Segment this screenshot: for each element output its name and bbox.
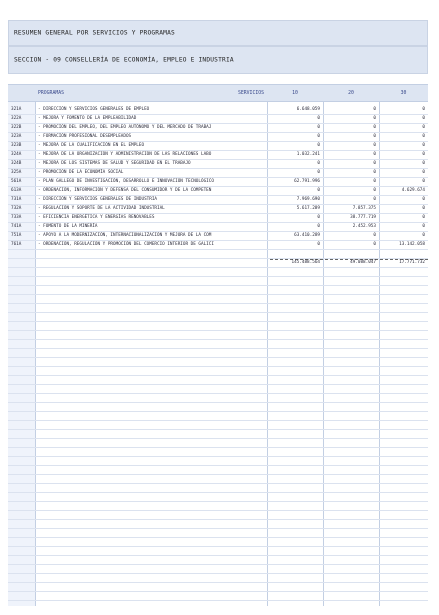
value-col-10: 0 (317, 161, 320, 166)
empty-row (8, 583, 428, 592)
program-description: - PROMOCIÓN DEL EMPLEO, DEL EMPLEO AUTÓNOMO Y DEL MERCADO DE TRABAJ (38, 125, 212, 130)
empty-row (8, 412, 428, 421)
empty-row (8, 547, 428, 556)
value-col-30: 13.142.058 (399, 242, 425, 247)
value-col-10: 0 (317, 125, 320, 130)
value-col-20: 0 (373, 179, 376, 184)
empty-row (8, 430, 428, 439)
value-col-10: 0 (317, 215, 320, 220)
value-col-30: 0 (422, 224, 425, 229)
value-col-10: 0 (317, 143, 320, 148)
empty-row (8, 376, 428, 385)
table-row (8, 115, 428, 124)
header-programas: PROGRAMAS (38, 91, 64, 96)
program-code: 613A (11, 188, 22, 193)
table-row (8, 142, 428, 151)
empty-row (8, 313, 428, 322)
value-col-30: 0 (422, 170, 425, 175)
value-col-20: 0 (373, 152, 376, 157)
total-col-10: 145.488.564 (291, 260, 320, 265)
table-row (8, 187, 428, 196)
program-code: 323B (11, 143, 22, 148)
empty-row (8, 520, 428, 529)
empty-row (8, 322, 428, 331)
empty-row (8, 565, 428, 574)
empty-row (8, 556, 428, 565)
table-row (8, 214, 428, 223)
header-col-30: 30 (400, 91, 407, 96)
value-col-10: 62.791.996 (294, 179, 320, 184)
table-row (8, 205, 428, 214)
value-col-20: 0 (373, 116, 376, 121)
program-code: 325A (11, 170, 22, 175)
program-code: 322B (11, 125, 22, 130)
total-col-20: 49.088.047 (350, 260, 376, 265)
programs-table (8, 84, 428, 606)
empty-row (8, 250, 428, 259)
value-col-30: 0 (422, 134, 425, 139)
value-col-30: 0 (422, 215, 425, 220)
empty-row (8, 268, 428, 277)
program-code: 733A (11, 215, 22, 220)
empty-row (8, 466, 428, 475)
value-col-10: 0 (317, 170, 320, 175)
table-row (8, 232, 428, 241)
value-col-30: 0 (422, 116, 425, 121)
header-col-20: 20 (348, 91, 354, 96)
program-description: - FOMENTO DE LA MINERÍA (38, 224, 98, 229)
empty-row (8, 331, 428, 340)
value-col-30: 0 (422, 233, 425, 238)
empty-row (8, 538, 428, 547)
program-code: 741A (11, 224, 22, 229)
table-row (8, 133, 428, 142)
program-description: - EFICIENCIA ENERGÉTICA Y ENERGÍAS RENOVABLES (38, 215, 155, 220)
empty-row (8, 295, 428, 304)
empty-row (8, 574, 428, 583)
value-col-30: 0 (422, 143, 425, 148)
program-description: - MEJORA DE LA ORGANIZACIÓN Y ADMINISTRACIÓN DE LAS RELACIONES LABO (38, 152, 212, 157)
section-title-bar (8, 46, 428, 74)
totals-row (8, 259, 428, 268)
table-row (8, 178, 428, 187)
total-col-30: 17.771.732 (399, 260, 425, 265)
program-description: - FORMACIÓN PROFESIONAL DESEMPLEADOS (38, 134, 132, 139)
program-description: - MEJORA Y FOMENTO DE LA EMPLEABILIDAD (38, 116, 137, 121)
program-code: 324A (11, 152, 22, 157)
value-col-10: 7.969.690 (296, 197, 320, 202)
value-col-30: 0 (422, 161, 425, 166)
value-col-20: 0 (373, 170, 376, 175)
empty-row (8, 457, 428, 466)
empty-row (8, 367, 428, 376)
program-description: - DIRECCIÓN Y SERVICIOS GENERALES DE EMPLEO (38, 107, 150, 112)
value-col-10: 1.032.241 (296, 152, 320, 157)
table-row (8, 223, 428, 232)
empty-row (8, 403, 428, 412)
empty-row (8, 484, 428, 493)
program-code: 323A (11, 134, 22, 139)
table-row (8, 106, 428, 115)
program-description: - PROMOCIÓN DE LA ECONOMÍA SOCIAL (38, 170, 124, 175)
value-col-20: 2.452.953 (352, 224, 376, 229)
value-col-20: 38.777.719 (350, 215, 376, 220)
value-col-30: 4.629.674 (401, 188, 425, 193)
value-col-30: 0 (422, 206, 425, 211)
program-description: - MEJORA DE LOS SISTEMAS DE SALUD Y SEGURIDAD EN EL TRABAJO (38, 161, 191, 166)
value-col-30: 0 (422, 197, 425, 202)
value-col-30: 0 (422, 152, 425, 157)
program-code: 321A (11, 107, 22, 112)
empty-row (8, 277, 428, 286)
value-col-30: 0 (422, 179, 425, 184)
header-servicios: SERVICIOS (238, 91, 264, 96)
program-description: - APOYO A LA MODERNIZACIÓN, INTERNACIONALIZACIÓN Y MEJORA DE LA COM (38, 233, 212, 238)
program-code: 732A (11, 206, 22, 211)
value-col-10: 0 (317, 134, 320, 139)
value-col-20: 0 (373, 134, 376, 139)
value-col-10: 6.648.059 (296, 107, 320, 112)
empty-row (8, 502, 428, 511)
program-description: - ORDENACIÓN, REGULACIÓN Y PROMOCIÓN DEL COMERCIO INTERIOR DE GALICI (38, 242, 214, 247)
value-col-30: 0 (422, 125, 425, 130)
empty-row (8, 439, 428, 448)
program-description: - MEJORA DE LA CUALIFICACIÓN EN EL EMPLEO (38, 143, 145, 148)
program-code: 731A (11, 197, 22, 202)
table-row (8, 196, 428, 205)
program-description: - ORDENACIÓN, INFORMACIÓN Y DEFENSA DEL CONSUMIDOR Y DE LA COMPETEN (38, 188, 212, 193)
value-col-20: 0 (373, 242, 376, 247)
program-code: 324B (11, 161, 22, 166)
empty-row (8, 358, 428, 367)
section-title: SECCION - 09 CONSELLERÍA DE ECONOMÍA, EMPLEO E INDUSTRIA (14, 56, 234, 64)
value-col-20: 0 (373, 188, 376, 193)
header-col-10: 10 (292, 91, 298, 96)
program-description: - REGULACIÓN Y SOPORTE DE LA ACTIVIDAD INDUSTRIAL (38, 206, 165, 211)
value-col-30: 0 (422, 107, 425, 112)
value-col-20: 0 (373, 233, 376, 238)
report-title: RESUMEN GENERAL POR SERVICIOS Y PROGRAMAS (14, 29, 175, 37)
empty-row (8, 385, 428, 394)
program-code: 751A (11, 233, 22, 238)
empty-row (8, 475, 428, 484)
value-col-20: 0 (373, 143, 376, 148)
table-row (8, 160, 428, 169)
table-row (8, 151, 428, 160)
empty-row (8, 286, 428, 295)
program-code: 561A (11, 179, 22, 184)
value-col-10: 5.617.289 (296, 206, 320, 211)
program-description: - PLAN GALLEGO DE INVESTIGACIÓN, DESARROLLO E INNOVACIÓN TECNOLÓGICO (38, 179, 214, 184)
table-row (8, 169, 428, 178)
program-description: - DIRECCIÓN Y SERVICIOS GENERALES DE INDUSTRIA (38, 197, 157, 202)
value-col-20: 0 (373, 197, 376, 202)
program-code: 761A (11, 242, 22, 247)
empty-row (8, 421, 428, 430)
empty-row (8, 511, 428, 520)
value-col-10: 0 (317, 224, 320, 229)
empty-row (8, 349, 428, 358)
empty-row (8, 592, 428, 601)
value-col-20: 7.857.375 (352, 206, 376, 211)
value-col-20: 0 (373, 107, 376, 112)
empty-row (8, 448, 428, 457)
value-col-20: 0 (373, 161, 376, 166)
empty-row (8, 340, 428, 349)
value-col-10: 0 (317, 116, 320, 121)
empty-row (8, 394, 428, 403)
table-header-row (8, 84, 428, 102)
empty-row (8, 493, 428, 502)
empty-row (8, 304, 428, 313)
empty-row (8, 529, 428, 538)
value-col-10: 63.410.289 (294, 233, 320, 238)
value-col-20: 0 (373, 125, 376, 130)
table-row (8, 124, 428, 133)
value-col-10: 0 (317, 242, 320, 247)
value-col-10: 0 (317, 188, 320, 193)
table-row (8, 241, 428, 250)
report-title-bar (8, 20, 428, 46)
program-code: 322A (11, 116, 22, 121)
